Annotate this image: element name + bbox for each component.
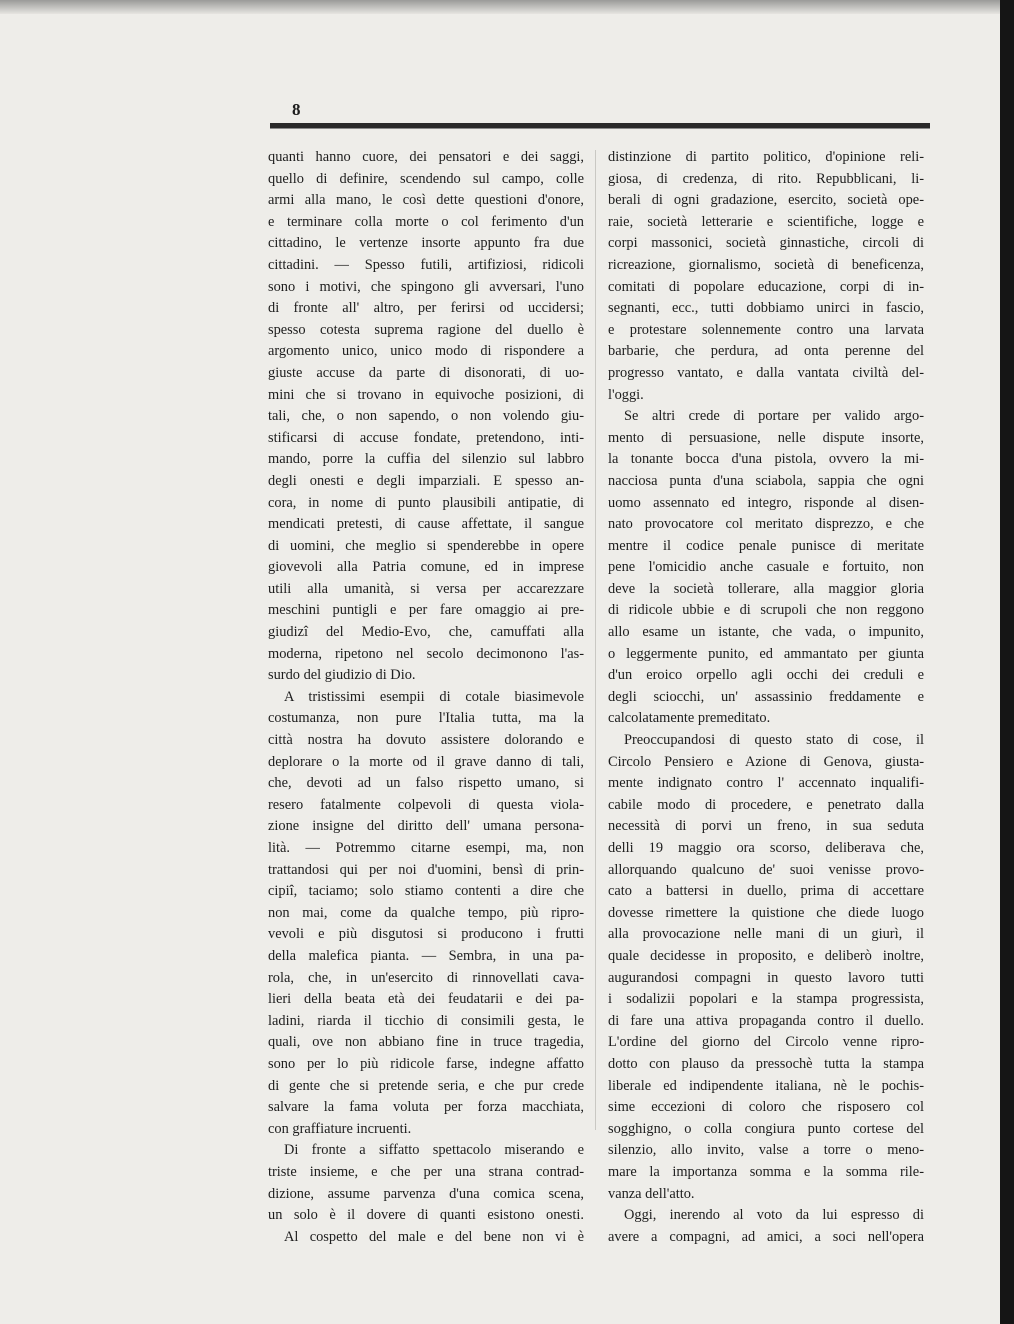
text-line: resero fatalmente colpevoli di questa viola-: [268, 796, 584, 813]
text-line: salvare la fama voluta per forza macchiata,: [268, 1099, 584, 1116]
text-line: mando, porre la cuffia del silenzio sul labbro: [268, 451, 584, 468]
text-line: cato a battersi in duello, prima di accettare: [608, 883, 924, 900]
text-line: della malefica pianta. — Sembra, in una pa-: [268, 947, 584, 964]
text-line: meschini puntigli e per fare omaggio ai pre-: [268, 602, 584, 619]
text-line: di fare una attiva propaganda contro il duello.: [608, 1012, 924, 1029]
text-line: Preoccupandosi di questo stato di cose, il: [624, 732, 924, 749]
text-line: quanti hanno cuore, dei pensatori e dei saggi,: [268, 149, 584, 165]
text-line: città nostra ha dovuto assistere dolorando e: [268, 732, 584, 749]
text-line: quale decidesse in proposito, e deliberò inoltre,: [608, 947, 924, 964]
text-line: delli 19 maggio ora scorso, deliberava che,: [608, 840, 924, 856]
text-line: mini che si trovano in equivoche posizioni, di: [268, 386, 584, 403]
text-line: costumanza, non pure l'Italia tutta, ma la: [268, 710, 584, 727]
text-line: Al cospetto del male e del bene non vi è: [284, 1228, 584, 1245]
right-column: [608, 147, 924, 1248]
text-line: segnanti, ecc., tutti dobbiamo unirci in fascio,: [608, 300, 924, 317]
text-line: cittadini. — Spesso futili, artifiziosi, ridicoli: [268, 256, 584, 273]
text-line: berali di ogni gradazione, esercito, società ope-: [608, 192, 924, 209]
text-line: surdo del giudizio di Dio.: [268, 667, 416, 684]
text-line: tali, che, o non sapendo, o non volendo giu-: [268, 408, 584, 425]
text-line: cittadino, le vertenze insorte appunto fra due: [268, 235, 584, 252]
text-line: o leggermente punito, ed ammantato per giunta: [608, 645, 924, 662]
text-line: Oggi, inerendo al voto da lui espresso di: [624, 1207, 924, 1224]
text-line: cabile modo di procedere, e penetrato dalla: [608, 796, 924, 813]
text-line: giovevoli alla Patria comune, ed in imprese: [268, 559, 584, 576]
text-line: liberale ed indipendente italiana, nè le pochis-: [608, 1077, 924, 1094]
text-line: dotto con plauso da pressochè tutta la stampa: [608, 1055, 924, 1072]
text-line: cora, in nome di punto plausibili antipatie, di: [268, 494, 584, 511]
text-line: vanza dell'atto.: [608, 1185, 695, 1202]
text-line: distinzione di partito politico, d'opinione reli-: [608, 149, 924, 165]
text-line: necessità di porvi un freno, in sua seduta: [608, 818, 924, 835]
text-line: la tonante bocca d'una pistola, ovvero la mi-: [608, 451, 924, 468]
text-line: augurandosi compagni in questo lavoro tutti: [608, 969, 924, 986]
text-line: mendicati pretesti, di cause affettate, il sangue: [268, 516, 584, 533]
text-line: mentre il codice penale punisce di meritate: [608, 537, 924, 554]
text-line: cipiî, taciamo; solo stiamo contenti a dire che: [268, 883, 584, 900]
text-line: giosa, di credenza, di rito. Repubblicani, li-: [608, 170, 924, 187]
text-line: lità. — Potremmo citarne esempi, ma, non: [268, 840, 584, 856]
page-right-edge: [1000, 0, 1014, 1324]
text-line: nato provocatore col meritato disprezzo, e che: [608, 516, 924, 533]
text-line: deve la società tollerare, alla maggior gloria: [608, 580, 924, 597]
text-line: sono per lo più ridicole farse, indegne affatto: [268, 1055, 584, 1072]
text-line: nacciosa punta d'una sciabola, sappia che ogni: [608, 472, 924, 489]
text-line: ricreazione, giornalismo, società di beneficenza,: [608, 256, 924, 273]
text-line: non mai, come da qualche tempo, più ripro-: [268, 904, 584, 921]
header-rule-thin: [270, 128, 930, 129]
text-line: spesso cotesta suprema ragione del duello è: [268, 321, 584, 338]
text-line: corpi massonici, società ginnastiche, circoli di: [608, 235, 924, 252]
text-line: degli onesti e degli imparziali. E spesso an-: [268, 472, 584, 489]
text-line: mare la importanza somma e la somma rile-: [608, 1163, 924, 1180]
text-line: quali, ove non abbiano fine in truce tragedia,: [268, 1034, 584, 1051]
text-line: trattandosi qui per noi d'uomini, bensì di prin-: [268, 861, 584, 878]
text-line: stificarsi di accuse fondate, pretendono, inti-: [268, 429, 584, 446]
text-line: uomo assennato ed integro, risponde al disen-: [608, 494, 924, 511]
text-line: un solo è il dovere di quanti esistono onesti.: [268, 1207, 584, 1224]
text-line: Di fronte a siffatto spettacolo miserando e: [284, 1142, 584, 1159]
text-line: zione insigne del diritto dell' umana persona-: [268, 818, 584, 835]
text-line: avere a compagni, ad amici, a soci nell'opera: [608, 1228, 924, 1245]
text-line: alla provocazione nelle mani di un giurì, il: [608, 926, 924, 943]
text-line: barbarie, che perdura, ad onta perenne del: [608, 343, 924, 360]
text-line: lieri della beata età dei feudatarii e dei pa-: [268, 991, 584, 1008]
text-line: sogghigno, o colla congiura punto cortese del: [608, 1120, 924, 1137]
text-line: rola, che, in un'esercito di rinnovellati cava-: [268, 969, 584, 986]
text-line: mente indignato contro l' accennato inqualifi-: [608, 775, 924, 792]
text-line: calcolatamente premeditato.: [608, 710, 771, 727]
text-line: utili alla umanità, si versa per accarezzare: [268, 580, 584, 597]
text-line: silenzio, allo invito, valse a torre o meno-: [608, 1142, 924, 1159]
text-line: deplorare o la morte od il grave danno di tali,: [268, 753, 584, 770]
text-line: sono i motivi, che spingono gli avversari, l'uno: [268, 278, 584, 295]
text-line: che, devoti ad un falso rispetto umano, si: [268, 775, 584, 792]
text-line: sime eccezioni di coloro che risposero col: [608, 1099, 924, 1116]
text-line: di ridicole ubbie e di scrupoli che non reggono: [608, 602, 924, 619]
text-line: moderna, ripetono nel secolo decimonono l'as-: [268, 645, 584, 662]
text-line: i sodalizii popolari e la stampa progressista,: [608, 991, 924, 1008]
text-line: vevoli e più disgutosi si producono i frutti: [268, 926, 584, 943]
text-line: e protestare solennemente contro una larvata: [608, 321, 924, 338]
text-line: L'ordine del giorno del Circolo venne ripro-: [608, 1034, 924, 1051]
text-line: giuste accuse da parte di disonorati, di uo-: [268, 364, 584, 381]
text-line: dizione, assume parvenza d'una comica scena,: [268, 1185, 584, 1202]
text-line: Circolo Pensiero e Azione di Genova, giusta-: [608, 753, 924, 770]
text-line: argomento unico, unico modo di rispondere a: [268, 343, 584, 360]
text-line: quello di definire, scendendo sul campo, colle: [268, 170, 584, 187]
text-line: allorquando qualcuno de' suoi venisse provo-: [608, 861, 924, 878]
column-separator: [595, 150, 596, 1130]
text-line: A tristissimi esempii di cotale biasimevole: [284, 688, 584, 705]
text-line: dovesse rimettere la quistione che diede luogo: [608, 904, 924, 921]
text-line: armi alla mano, le così dette questioni d'onore,: [268, 192, 584, 209]
text-line: ladini, riarda il ticchio di consimili gesta, le: [268, 1012, 584, 1029]
text-line: Se altri crede di portare per valido argo-: [624, 408, 924, 425]
text-line: pene l'omicidio anche casuale e fortuito, non: [608, 559, 924, 576]
text-line: raie, società letterarie e scientifiche, logge e: [608, 213, 924, 230]
text-line: d'un eroico orpello agli occhi dei creduli e: [608, 667, 924, 684]
left-column: [268, 147, 584, 1248]
text-line: con graffiature incruenti.: [268, 1120, 412, 1137]
text-line: giudizî del Medio-Evo, che, camuffati alla: [268, 624, 584, 641]
text-line: allo esame un istante, che vada, o impunito,: [608, 624, 924, 641]
text-line: triste insieme, e che per una strana contrad-: [268, 1163, 584, 1180]
text-line: mento di persuasione, nelle dispute insorte,: [608, 429, 924, 446]
text-line: degli sciocchi, un' assassinio freddamente e: [608, 688, 924, 705]
text-line: l'oggi.: [608, 386, 644, 403]
text-line: di fronte all' altro, per ferirsi od uccidersi;: [268, 300, 584, 317]
text-line: e terminare colla morte o col ferimento d'un: [268, 213, 584, 230]
text-line: comitati di popolare educazione, corpi di in-: [608, 278, 924, 295]
text-line: di uomini, che meglio si spenderebbe in opere: [268, 537, 584, 554]
page-number: 8: [292, 100, 301, 119]
text-line: di gente che si pretende seria, e che pur crede: [268, 1077, 584, 1094]
page-top-edge: [0, 0, 1000, 14]
text-line: progresso vantato, e dalla vantata civiltà del-: [608, 364, 924, 381]
